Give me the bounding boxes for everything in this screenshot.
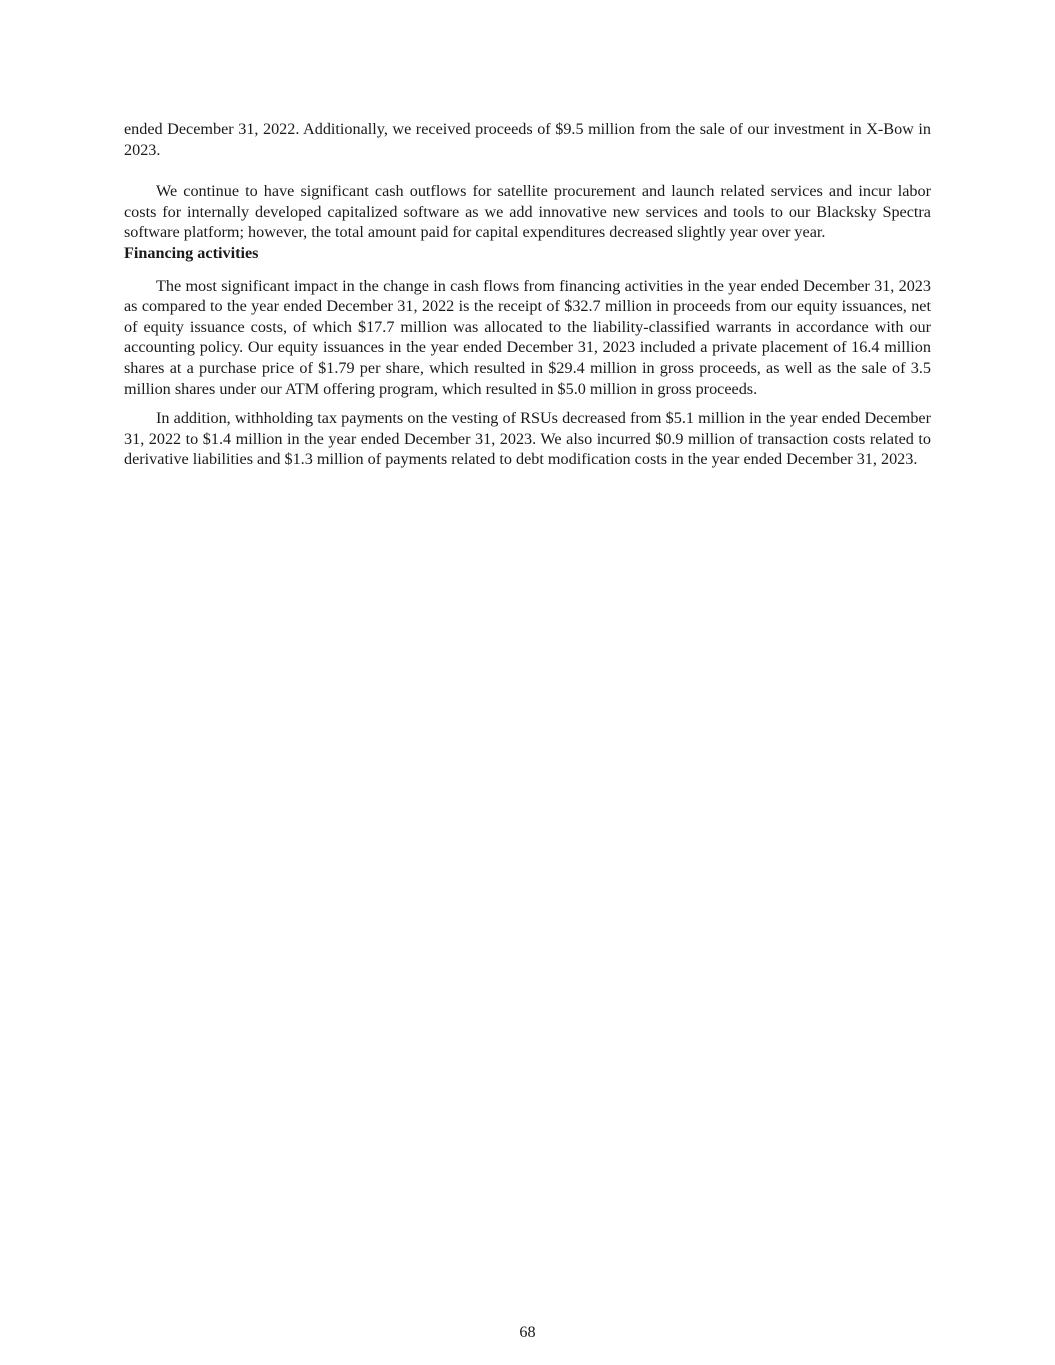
paragraph-financing-equity-issuances: The most significant impact in the change in cash flows from financing activities in the year ended December 31, 2023 as compared to the year ended December 31, 2022 is the receipt of $32.7 million in proceeds from our equity issuances, net of equity issuance costs, of which $17.7 million was allocated to the liability-classified warrants in accordance with our accounting policy. Our equity issuances in the year ended December 31, 2023 included a private placement of 16.4 million shares at a purchase price of $1.79 per share, which resulted in $29.4 million in gross proceeds, as well as the sale of 3.5 million shares under our ATM offering program, which resulted in $5.0 million in gross proceeds. — [124, 276, 931, 398]
paragraph-capital-expenditures: We continue to have significant cash outflows for satellite procurement and launch related services and incur labor costs for internally developed capitalized software as we add innovative new services and tools to our Blacksky Spectra software platform; however, the total amount paid for capital expenditures decreased slightly year over year. — [124, 182, 931, 242]
paragraph-investing-continuation: ended December 31, 2022. Additionally, we received proceeds of $9.5 million from the sale of our investment in X-Bow in 2023. — [124, 120, 931, 159]
document-page — [124, 119, 931, 470]
paragraph-financing-withholding-tax: In addition, withholding tax payments on the vesting of RSUs decreased from $5.1 million in the year ended December 31, 2022 to $1.4 million in the year ended December 31, 2023. We also incurred $0.9 million of transaction costs related to derivative liabilities and $1.3 million of payments related to debt modification costs in the year ended December 31, 2023. — [124, 409, 931, 469]
page-number: 68 — [519, 1323, 536, 1341]
section-heading-financing-activities: Financing activities — [124, 243, 259, 262]
